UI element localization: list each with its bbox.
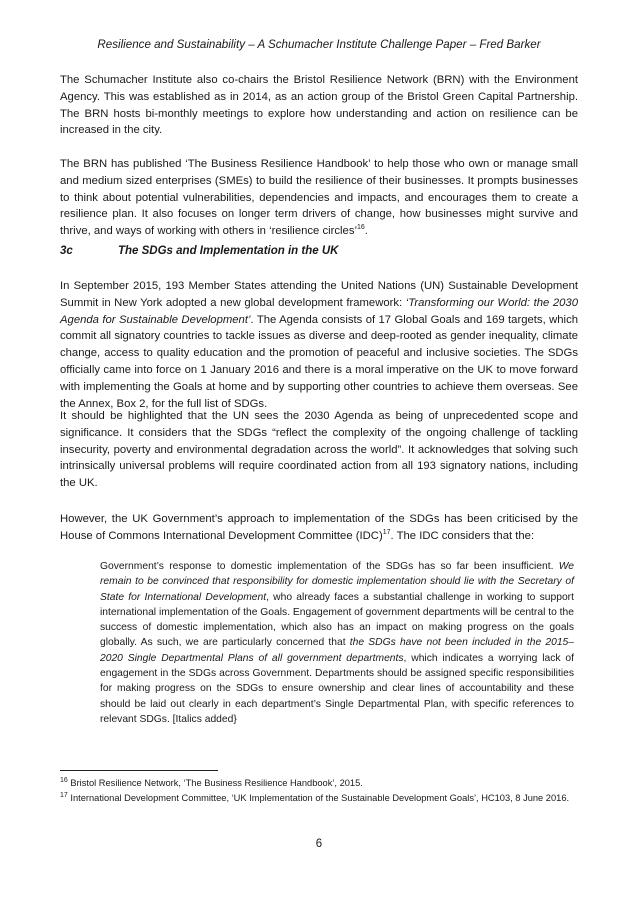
paragraph-un-scope: It should be highlighted that the UN sees the 2030 Agenda as being of unprecedented scope and significance. It considers that the SDGs “reflect the complexity of the ongoing challenge of tackling insecurity, poverty and environmental degradation across the world”. It acknowledges that solving such intrinsically universal problems will require coordinated action from all 193 signatory nations, including the UK. <box>60 410 578 490</box>
footnote-separator <box>60 770 218 771</box>
section-number: 3c <box>60 245 73 257</box>
paragraph-uk-criticism: However, the UK Government’s approach to implementation of the SDGs has been criticised by the House of Commons International Development Committee (IDC)$^{17}$. The IDC considers that the: <box>60 513 578 542</box>
paragraph-brn-intro: The Schumacher Institute also co-chairs the Bristol Resilience Network (BRN) with the Environment Agency. This was established as in 2014, as an action group of the Bristol Green Capital Partnership. The BRN hosts bi-monthly meetings to explore how understanding and action on resilience can be increased in the city. <box>60 74 578 137</box>
running-header: Resilience and Sustainability – A Schumacher Institute Challenge Paper – Fred Barker <box>97 38 541 51</box>
section-title: The SDGs and Implementation in the UK <box>118 245 339 257</box>
footnote-16: $^{16}$ Bristol Resilience Network, ‘The Business Resilience Handbook’, 2015. <box>60 776 363 788</box>
footnote-ref-16[interactable]: 16 <box>356 224 365 232</box>
footnote-17: $^{17}$ International Development Committee, ‘UK Implementation of the Sustainable Development Goals’, HC103, 8 June 2016. <box>60 791 570 803</box>
paragraph-business-handbook: The BRN has published ‘The Business Resilience Handbook’ to help those who own or manage small and medium sized enterprises (SMEs) to build the resilience of their businesses. It prompts businesses to think about potential vulnerabilities, dependencies and impacts, and encourages them to create a resilience plan. It also focuses on longer term drivers of change, how businesses might survive and thrive, and ways of working with others in ‘resilience circles’$^{16}$. <box>60 158 578 238</box>
page-number: 6 <box>315 838 323 850</box>
idc-quote-block: Government’s response to domestic implementation of the SDGs has so far been insufficient. We remain to be convinced that responsibility for domestic implementation should lie with the Secretary of State for International Development, who already faces a substantial challenge in working to support international implementation of the Goals. Engagement of government departments will be central to the success of domestic implementation, which also has an impact on making progress on the goals globally. As such, we are particularly concerned that the SDGs have not been included in the 2015–2020 Single Departmental Plans of all government departments, which indicates a worrying lack of engagement in the SDGs across Government. Departments should be assigned specific responsibilities for making progress on the SDGs to ensure ownership and clear lines of accountability and these should be laid out clearly in each department’s Single Departmental Plan, with specific references to relevant SDGs. [Italics added} <box>100 561 574 725</box>
section-heading <box>60 243 578 259</box>
paragraph-sdg-adoption: In September 2015, 193 Member States attending the United Nations (UN) Sustainable Development Summit in New York adopted a new global development framework: ‘Transforming our World: the 2030 Agenda for Sustainable Development’. The Agenda consists of 17 Global Goals and 169 targets, which commit all signatory countries to tackle issues as diverse and deep-rooted as gender inequality, climate change, access to quality education and the promotion of peaceful and inclusive societies. The SDGs officially came into force on 1 January 2016 and there is a moral imperative on the UK to move forward with implementing the Goals at home and by supporting other countries to achieve them overseas. See the Annex, Box 2, for the full list of SDGs. <box>60 280 578 410</box>
footnote-ref-17[interactable]: 17 <box>382 529 391 537</box>
